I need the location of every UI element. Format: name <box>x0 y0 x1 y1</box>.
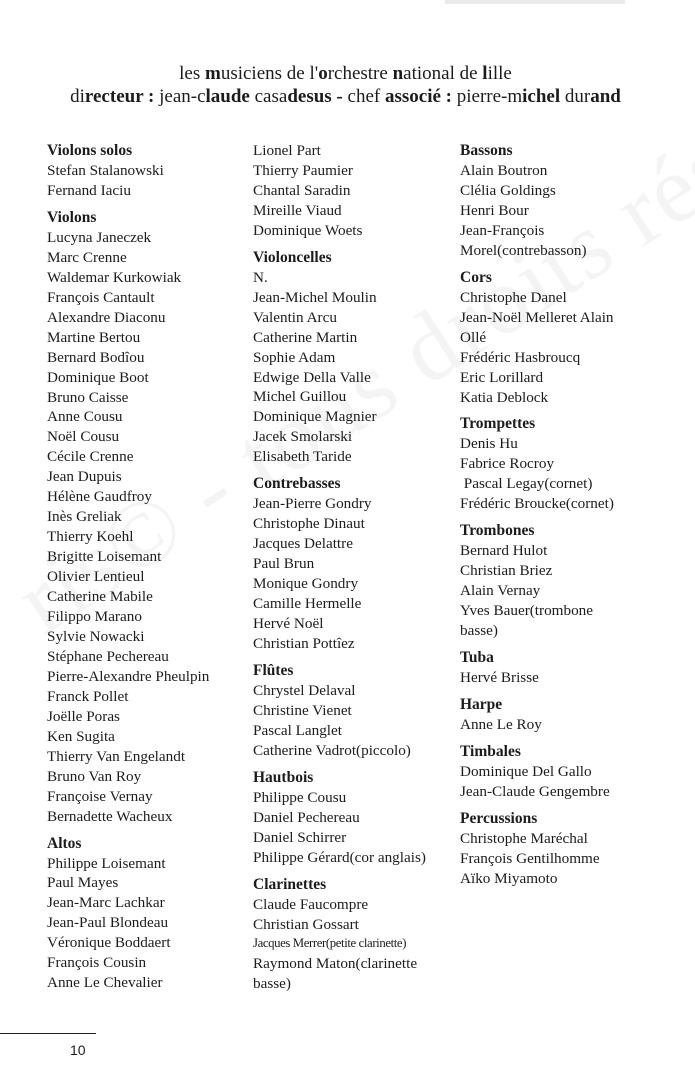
musician-name: Mireille Viaud <box>253 201 342 219</box>
header-segment: casa <box>254 86 288 107</box>
musician-name: Catherine Vadrot(piccolo) <box>253 741 411 759</box>
musician-name: Katia Deblock <box>460 388 549 406</box>
instrument-section <box>460 695 675 735</box>
section-title: Cors <box>460 268 492 286</box>
musician-name: Jean Dupuis <box>47 468 122 486</box>
instrument-section <box>460 141 675 261</box>
section-title: Altos <box>47 834 82 852</box>
page-number: 10 <box>70 1042 86 1058</box>
header-segment: l <box>482 63 488 84</box>
musician-name: Alain Boutron <box>460 162 548 179</box>
header-line-orchestra <box>0 62 695 85</box>
top-edge-mark <box>445 0 625 4</box>
musician-name: Elisabeth Taride <box>253 448 352 466</box>
instrument-section <box>253 661 458 761</box>
musician-name: Eric Lorillard <box>460 368 544 386</box>
musician-name: Ken Sugita <box>47 727 115 745</box>
musician-name: Pascal Legay(cornet) <box>460 475 593 493</box>
musician-name: Christophe Maréchal <box>460 829 588 847</box>
header-segment: les <box>179 63 205 84</box>
musician-name: Dominique Del Gallo <box>460 762 592 780</box>
musician-name: Jacques Merrer(petite clarinette) <box>253 936 407 951</box>
musician-name: Michel Guillou <box>253 388 347 406</box>
section-title: Timbales <box>460 742 521 760</box>
instrument-section <box>253 875 458 995</box>
musician-name: Thierry Koehl <box>47 528 134 546</box>
musician-name: Thierry Van Engelandt <box>47 747 186 765</box>
header-segment: o <box>318 63 328 84</box>
instrument-section <box>47 834 247 994</box>
musician-name: Chrystel Delaval <box>253 681 356 699</box>
section-title: Violons solos <box>47 142 133 159</box>
musician-name: N. <box>253 268 268 286</box>
musician-name: Bruno Van Roy <box>47 767 142 785</box>
musician-name: Camille Hermelle <box>253 595 362 613</box>
musician-column-2 <box>253 141 458 1001</box>
musician-name: basse) <box>253 975 291 993</box>
musician-name: Monique Gondry <box>253 575 359 593</box>
musician-name: Aïko Miyamoto <box>460 869 558 887</box>
musician-name: Denis Hu <box>460 435 518 453</box>
header-segment: m <box>205 63 221 84</box>
musician-name: Frédéric Broucke(cornet) <box>460 495 614 513</box>
musician-name: Bruno Caisse <box>47 388 129 406</box>
musician-name: Jean-Pierre Gondry <box>253 495 372 513</box>
musician-name: Philippe Cousu <box>253 788 347 806</box>
instrument-section <box>460 414 675 514</box>
musician-name: Christian Gossart <box>253 915 359 933</box>
instrument-section <box>253 141 458 241</box>
musician-name: François Cousin <box>47 954 147 972</box>
musician-name: Franck Pollet <box>47 687 129 705</box>
musician-name: Jean-Paul Blondeau <box>47 914 169 932</box>
musician-name: Jean-Marc Lachkar <box>47 894 165 912</box>
musician-name: Jacques Delattre <box>253 535 353 553</box>
musician-name: François Gentilhomme <box>460 849 600 867</box>
section-title: Contrebasses <box>253 475 341 493</box>
musician-name: Bernard Bodîou <box>47 348 145 366</box>
musician-name: Frédéric Hasbroucq <box>460 348 581 366</box>
musician-name: Alexandre Diaconu <box>47 308 166 326</box>
musician-name: Claude Faucompre <box>253 895 369 913</box>
header-segment: ille <box>487 63 512 84</box>
section-title: Flûtes <box>253 661 294 679</box>
musician-name: Dominique Magnier <box>253 408 377 426</box>
musician-name: Brigitte Loisemant <box>47 548 162 566</box>
musician-column-1 <box>47 141 247 1000</box>
musician-name: Joëlle Poras <box>47 707 120 725</box>
musician-name: Pierre-Alexandre Pheulpin <box>47 667 210 685</box>
musician-name: Philippe Loisemant <box>47 854 166 872</box>
page-header <box>0 62 695 109</box>
musician-column-3 <box>460 141 675 896</box>
musician-name: Fernand Iaciu <box>47 181 131 199</box>
musician-name: Hervé Noël <box>253 615 324 633</box>
musician-name: Hervé Brisse <box>460 669 539 687</box>
musician-name: Paul Mayes <box>47 874 119 892</box>
musician-name: Philippe Gérard(cor anglais) <box>253 848 426 866</box>
header-segment: n <box>392 63 404 84</box>
instrument-section <box>47 141 247 201</box>
musician-name: Anne Cousu <box>47 408 123 426</box>
header-segment: associé : <box>380 86 457 107</box>
musician-name: Waldemar Kurkowiak <box>47 268 182 286</box>
musician-name: Marc Crenne <box>47 248 127 266</box>
musician-name: Jean-Noël Melleret Alain <box>460 308 614 326</box>
musician-name: Ollé <box>460 328 487 346</box>
footer-rule <box>0 1033 96 1034</box>
musician-name: Filippo Marano <box>47 608 142 626</box>
musician-name: Anne Le Roy <box>460 716 542 734</box>
musician-name: Morel(contrebasson) <box>460 241 587 259</box>
header-segment: laude <box>205 86 255 107</box>
musician-name: Stefan Stalanowski <box>47 162 164 179</box>
musician-name: Christophe Danel <box>460 288 567 306</box>
instrument-section <box>253 474 458 654</box>
musician-name: Jacek Smolarski <box>253 428 353 446</box>
musician-name: Sylvie Nowacki <box>47 627 145 645</box>
header-segment: ational de <box>403 63 483 84</box>
musician-name: Bernard Hulot <box>460 542 548 560</box>
header-segment: usiciens de l' <box>220 63 319 84</box>
header-segment: and <box>590 86 621 107</box>
musician-name: Catherine Mabile <box>47 588 153 606</box>
musician-name: François Cantault <box>47 288 155 306</box>
musician-name: Jean-Claude Gengembre <box>460 782 610 800</box>
musician-name: Hélène Gaudfroy <box>47 488 152 506</box>
header-segment: pierre-m <box>456 86 523 107</box>
musician-name: Anne Le Chevalier <box>47 974 163 992</box>
instrument-section <box>47 208 247 827</box>
musician-name: Chantal Saradin <box>253 181 351 199</box>
musician-name: Noël Cousu <box>47 428 120 446</box>
musician-name: Thierry Paumier <box>253 161 353 179</box>
musician-name: Fabrice Rocroy <box>460 455 555 473</box>
header-segment: dur <box>564 86 591 107</box>
musician-name: Christophe Dinaut <box>253 515 365 533</box>
musician-name: Martine Bertou <box>47 328 141 346</box>
musician-name: Pascal Langlet <box>253 721 342 739</box>
musician-name: Véronique Boddaert <box>47 934 171 952</box>
header-segment: chef <box>347 86 381 107</box>
instrument-section <box>253 768 458 868</box>
instrument-section <box>253 248 458 468</box>
musician-name: Valentin Arcu <box>253 308 337 326</box>
musician-name: Christian Pottîez <box>253 634 355 652</box>
header-segment: di <box>70 86 85 107</box>
musician-name: Bernadette Wacheux <box>47 807 173 825</box>
musician-name: Inès Greliak <box>47 508 122 526</box>
instrument-section <box>460 268 675 408</box>
header-segment: recteur : <box>84 86 160 107</box>
musician-name: Lucyna Janeczek <box>47 228 152 246</box>
musician-name: Sophie Adam <box>253 348 336 366</box>
musician-name: Paul Brun <box>253 555 315 573</box>
header-line-direction <box>0 85 695 109</box>
instrument-section <box>460 742 675 802</box>
musician-name: Olivier Lentieul <box>47 568 145 586</box>
musician-name: Dominique Boot <box>47 368 149 386</box>
musician-name: Dominique Woets <box>253 221 363 239</box>
section-title: Percussions <box>460 809 538 827</box>
musician-name: Henri Bour <box>460 201 529 219</box>
musician-name: Cécile Crenne <box>47 448 134 466</box>
musician-name: basse) <box>460 622 498 640</box>
header-segment: jean-c <box>159 86 206 107</box>
musician-name: Lionel Part <box>253 142 321 159</box>
musician-name: Clélia Goldings <box>460 181 556 199</box>
musician-name: Jean-François <box>460 221 545 239</box>
instrument-section <box>460 648 675 688</box>
musician-name: Daniel Schirrer <box>253 828 347 846</box>
musician-name: Yves Bauer(trombone <box>460 602 594 620</box>
header-segment: desus - <box>287 86 348 107</box>
section-title: Violons <box>47 208 97 226</box>
musician-name: Catherine Martin <box>253 328 358 346</box>
instrument-section <box>460 521 675 641</box>
section-title: Bassons <box>460 142 513 159</box>
musician-name: Christian Briez <box>460 562 553 580</box>
musician-name: Françoise Vernay <box>47 787 153 805</box>
section-title: Hautbois <box>253 768 314 786</box>
musician-name: Stéphane Pechereau <box>47 647 169 665</box>
musician-name: Edwige Della Valle <box>253 368 371 386</box>
section-title: Trombones <box>460 522 535 540</box>
section-title: Tuba <box>460 649 494 667</box>
musician-name: Jean-Michel Moulin <box>253 288 377 306</box>
header-segment: ichel <box>522 86 565 107</box>
section-title: Violoncelles <box>253 248 332 266</box>
section-title: Trompettes <box>460 415 536 433</box>
header-segment: rchestre <box>327 63 393 84</box>
instrument-section <box>460 809 675 889</box>
musician-name: Christine Vienet <box>253 701 352 719</box>
musician-name: Daniel Pechereau <box>253 808 360 826</box>
musician-name: Alain Vernay <box>460 582 541 600</box>
section-title: Clarinettes <box>253 875 327 893</box>
section-title: Harpe <box>460 696 503 714</box>
musician-name: Raymond Maton(clarinette <box>253 955 418 973</box>
